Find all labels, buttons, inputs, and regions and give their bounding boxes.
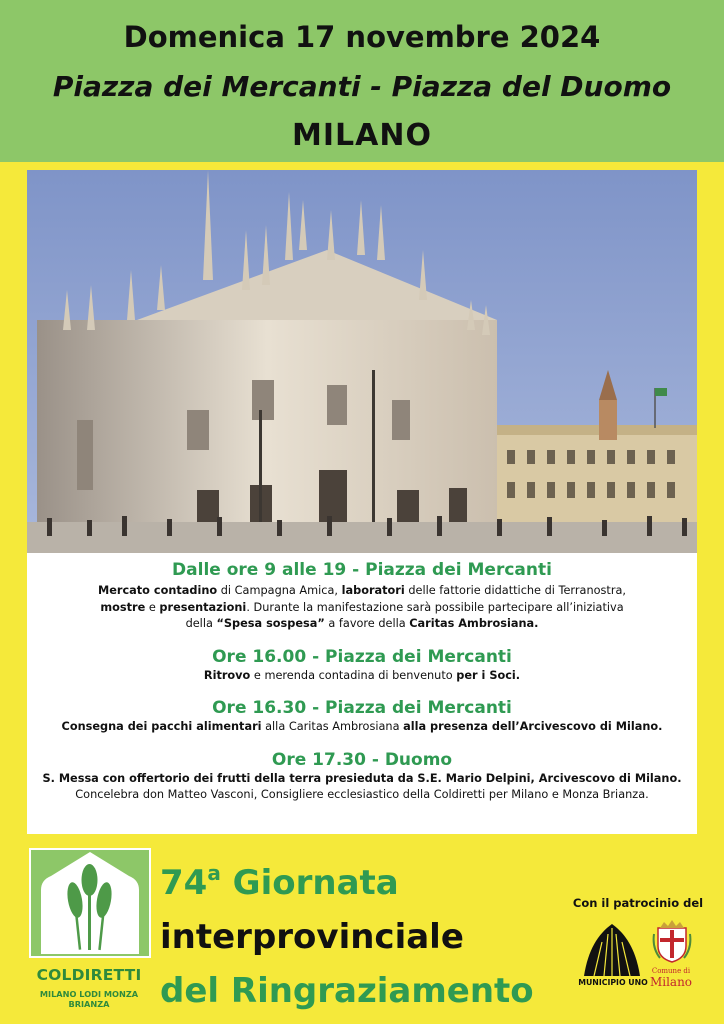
program-item-title: Ore 17.30 - Duomo [271, 749, 453, 770]
coldiretti-logo [29, 848, 151, 958]
comune-label-small: Comune di [651, 967, 691, 975]
program-item-description: Consegna dei pacchi alimentari alla Caritas Ambrosiana alla presenza dell’Arcivescovo di Milano. [61, 720, 663, 733]
event-location: Piazza dei Mercanti - Piazza del Duomo [52, 70, 672, 103]
program-item-title: Dalle ore 9 alle 19 - Piazza dei Mercanti [172, 560, 552, 580]
comune-label [646, 966, 696, 988]
program-item-title: Ore 16.00 - Piazza dei Mercanti [212, 646, 512, 667]
header-banner [0, 0, 724, 162]
program-item-title: Ore 16.30 - Piazza dei Mercanti [212, 698, 512, 718]
organizer-name: COLDIRETTI [36, 966, 142, 984]
program-item [27, 749, 697, 804]
event-date: Domenica 17 novembre 2024 [123, 20, 601, 54]
program-item [27, 646, 697, 685]
municipio-uno-logo [580, 920, 644, 976]
organizer-subtitle: MILANO LODI MONZA BRIANZA [39, 989, 139, 1009]
event-title-line1: Giornata [232, 863, 399, 903]
municipio-label: MUNICIPIO UNO [578, 978, 648, 987]
program-item [27, 697, 697, 736]
comune-milano-crest [652, 920, 692, 964]
program-item-description: S. Messa con offertorio dei frutti della terra presieduta da S.E. Mario Delpini, Arcivescovo di Milano. Concelebra don Matteo Vasconi, Consigliere ecclesiastico della Coldiretti per Milano e Monza Brianza. [42, 771, 682, 801]
event-ordinal: a [207, 861, 221, 885]
program-item-description: Mercato contadino di Campagna Amica, laboratori delle fattorie didattiche di Terranostra, mostre e presentazioni. Durante la manifestazione sarà possibile partecipare all’iniziativa della “Spesa sospesa” a favore della Caritas Ambrosiana. [97, 584, 626, 630]
event-title-line2: interprovinciale [160, 917, 464, 957]
event-number: 74 [160, 863, 208, 903]
event-city: MILANO [292, 118, 432, 153]
event-title [160, 846, 580, 1018]
program-item [27, 559, 697, 633]
duomo-photo [27, 170, 697, 553]
patronage-label: Con il patrocinio del [572, 896, 704, 910]
program-item-description: Ritrovo e merenda contadina di benvenuto per i Soci. [203, 668, 521, 682]
comune-label-big: Milano [649, 975, 693, 989]
event-program [27, 559, 697, 817]
content-panel [27, 170, 697, 834]
event-title-line3: del Ringraziamento [160, 971, 534, 1011]
